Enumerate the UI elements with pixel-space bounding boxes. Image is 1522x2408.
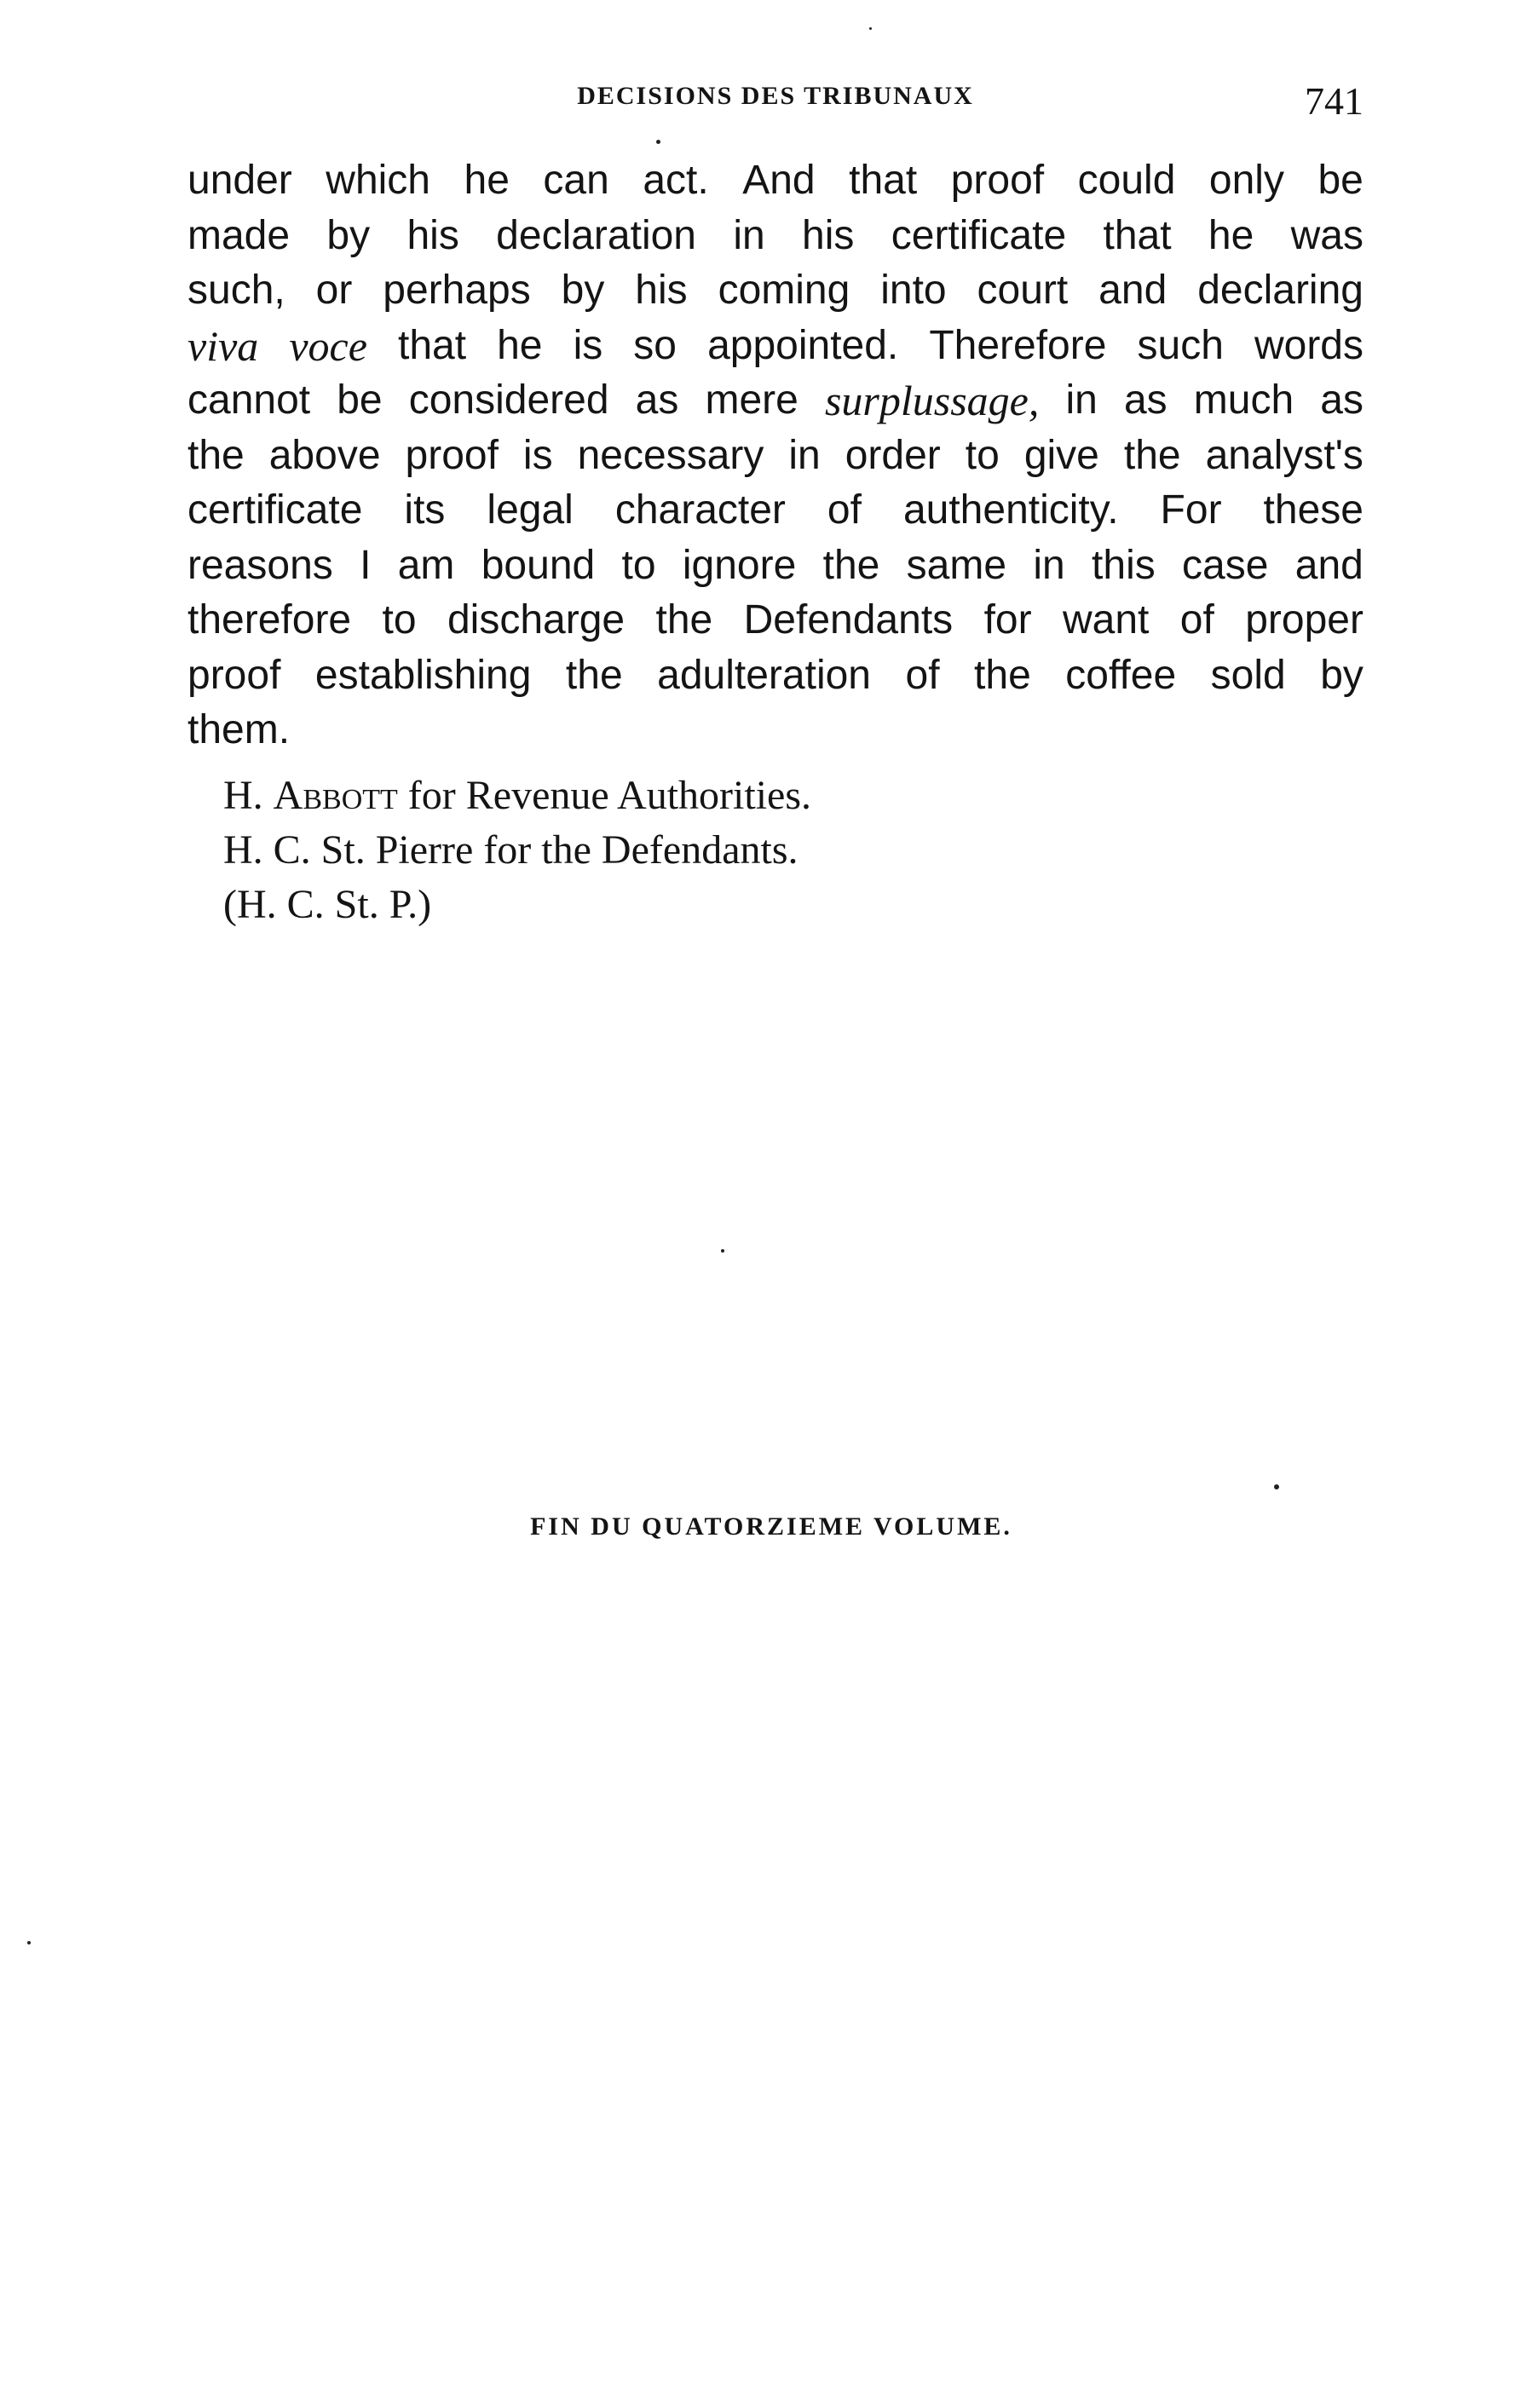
word: Defendants	[743, 597, 954, 642]
word: appointed.	[707, 322, 899, 368]
word: can	[543, 158, 609, 203]
word: considered	[408, 377, 609, 423]
text-line	[187, 373, 1363, 429]
word: And	[742, 158, 816, 203]
word: and	[1294, 542, 1363, 588]
word: these	[1263, 487, 1363, 533]
word: his	[802, 212, 855, 258]
word: as	[1320, 377, 1363, 423]
word: declaring	[1197, 268, 1363, 313]
word: such	[1137, 322, 1224, 368]
text-line	[187, 703, 1363, 758]
word: under	[187, 158, 292, 203]
word: same	[906, 542, 1007, 588]
word: the	[187, 432, 245, 478]
word: this	[1092, 542, 1156, 588]
text-line	[187, 429, 1363, 484]
word: want	[1062, 597, 1150, 642]
word: act.	[643, 158, 709, 203]
word: to	[382, 597, 417, 642]
word: coffee	[1065, 652, 1177, 698]
word: proof	[405, 432, 499, 478]
word: case	[1182, 542, 1269, 588]
word: surplussage,	[824, 377, 1040, 424]
word: of	[827, 487, 862, 533]
word: voce	[289, 321, 367, 370]
word: that	[397, 322, 467, 368]
word: perhaps	[383, 268, 531, 313]
word: into	[880, 268, 947, 313]
word: by	[561, 268, 605, 313]
word: much	[1193, 377, 1294, 423]
word: viva	[187, 321, 259, 370]
word: am	[397, 542, 455, 588]
revenue-counsel-name: Abbott	[273, 773, 398, 818]
word: the	[565, 652, 623, 698]
text-line	[187, 483, 1363, 539]
word: For	[1160, 487, 1222, 533]
word: sold	[1210, 652, 1286, 698]
word: in	[1033, 542, 1065, 588]
reporter-initials: (H. C. St. P.)	[223, 882, 432, 927]
word: proper	[1245, 597, 1363, 642]
word: be	[337, 377, 383, 423]
text-line	[187, 648, 1363, 704]
word: bound	[481, 542, 596, 588]
word: order	[845, 432, 941, 478]
word: only	[1208, 158, 1284, 203]
word: such,	[187, 268, 285, 313]
word: is	[522, 432, 553, 478]
word: certificate	[891, 212, 1067, 258]
word: the	[1123, 432, 1181, 478]
word: be	[1317, 158, 1363, 203]
word: reasons	[187, 542, 333, 588]
word: that	[849, 158, 918, 203]
word: them.	[187, 707, 291, 752]
word: as	[635, 377, 679, 423]
word: adulteration	[657, 652, 871, 698]
word: in	[788, 432, 821, 478]
word: analyst's	[1205, 432, 1363, 478]
word: to	[621, 542, 656, 588]
word: discharge	[447, 597, 626, 642]
word: certificate	[187, 487, 363, 533]
word: legal	[487, 487, 574, 533]
word: proof	[950, 158, 1045, 203]
page-number: 741	[1305, 79, 1363, 123]
text-line	[187, 263, 1363, 319]
word: he	[1208, 212, 1254, 258]
word: I	[360, 542, 372, 588]
word: of	[905, 652, 940, 698]
print-speck	[656, 140, 660, 144]
word: words	[1254, 322, 1363, 368]
word: and	[1098, 268, 1167, 313]
word: ignore	[682, 542, 797, 588]
word: his	[635, 268, 688, 313]
revenue-initial: H.	[223, 773, 263, 818]
print-speck	[721, 1249, 724, 1253]
word: his	[406, 212, 459, 258]
print-speck	[1274, 1484, 1279, 1489]
word: of	[1179, 597, 1214, 642]
signature-revenue	[223, 769, 811, 823]
signature-block	[223, 769, 811, 932]
word: mere	[705, 377, 798, 423]
word: establishing	[314, 652, 532, 698]
word: character	[614, 487, 786, 533]
word: he	[497, 322, 543, 368]
word: which	[326, 158, 430, 203]
word: authenticity.	[902, 487, 1119, 533]
text-line	[187, 593, 1363, 648]
word: therefore	[187, 597, 352, 642]
word: its	[404, 487, 446, 533]
running-head	[187, 78, 1363, 130]
word: the	[822, 542, 880, 588]
word: coming	[718, 268, 850, 313]
word: declaration	[496, 212, 696, 258]
word: for	[983, 597, 1032, 642]
word: is	[573, 322, 603, 368]
word: in	[733, 212, 765, 258]
word: in	[1065, 377, 1098, 423]
word: as	[1123, 377, 1167, 423]
print-speck	[27, 1941, 31, 1944]
text-line	[187, 209, 1363, 264]
word: was	[1290, 212, 1363, 258]
word: by	[1320, 652, 1363, 698]
volume-closing-line: FIN DU QUATORZIEME VOLUME.	[530, 1512, 1012, 1541]
running-title: DECISIONS DES TRIBUNAUX	[577, 82, 974, 110]
word: by	[326, 212, 371, 258]
word: could	[1077, 158, 1176, 203]
word: that	[1103, 212, 1172, 258]
word: Therefore	[929, 322, 1107, 368]
revenue-counsel-role: for Revenue Authorities.	[407, 773, 812, 818]
print-speck	[869, 27, 872, 30]
signature-defendants: H. C. St. Pierre for the Defendants.	[223, 827, 798, 873]
word: he	[464, 158, 510, 203]
word: so	[633, 322, 677, 368]
body-paragraph	[187, 153, 1363, 758]
word: proof	[187, 652, 281, 698]
word: the	[974, 652, 1031, 698]
word: cannot	[187, 377, 311, 423]
word: to	[965, 432, 1000, 478]
text-line	[187, 539, 1363, 594]
word: above	[268, 432, 381, 478]
word: the	[655, 597, 713, 642]
word: necessary	[577, 432, 764, 478]
word: made	[187, 212, 291, 258]
text-line	[187, 319, 1363, 374]
word: court	[977, 268, 1069, 313]
word: or	[315, 268, 353, 313]
word: give	[1023, 432, 1099, 478]
text-line	[187, 153, 1363, 209]
